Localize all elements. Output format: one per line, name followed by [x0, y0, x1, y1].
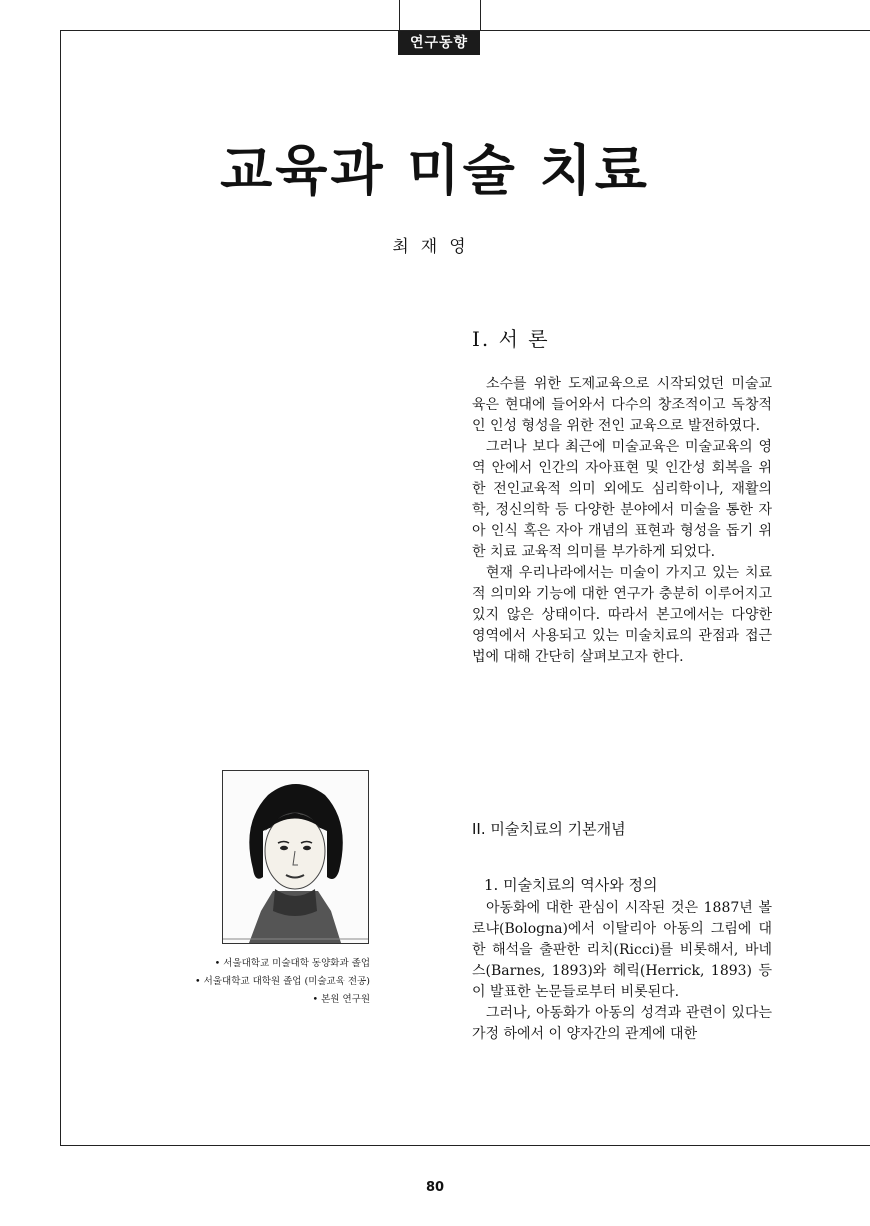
bio-line-3: • 본원 연구원 — [312, 994, 370, 1005]
heading-introduction: I. 서 론 — [472, 327, 550, 351]
intro-paragraph-3: 현재 우리나라에서는 미술이 가지고 있는 치료적 의미와 기능에 대한 연구가 충분히 이루어지고 있지 않은 상태이다. 따라서 본고에서는 다양한 영역에서 사용되고 있는 미술치료의 관점과 접근법에 대해 간단히 살펴보고자 한다. — [472, 565, 772, 665]
intro-text — [472, 374, 772, 668]
heading-basic-concept: II. 미술치료의 기본개념 — [472, 820, 626, 838]
bio-line-2: • 서울대학교 대학원 졸업 (미술교육 전공) — [195, 976, 370, 987]
history-text — [472, 898, 772, 1045]
page-number: 80 — [425, 1180, 445, 1195]
author-bio — [160, 955, 370, 1009]
article-title: 교육과 미술 치료 — [220, 139, 650, 202]
article-author: 최재영 — [392, 237, 478, 257]
section-tag: 연구동향 — [398, 31, 480, 55]
history-paragraph-1: 아동화에 대한 관심이 시작된 것은 1887년 볼로냐(Bologna)에서 이탈리아 아동의 그림에 대한 해석을 출판한 리치(Ricci)를 비롯해서, 바네스(Barnes, 1893)와 헤릭(Herrick, 1893) 등이 발표한 논문들로부터 비롯된다. — [472, 900, 772, 1000]
author-portrait — [222, 770, 369, 944]
portrait-illustration — [223, 771, 368, 943]
intro-paragraph-2: 그러나 보다 최근에 미술교육은 미술교육의 영역 안에서 인간의 자아표현 및 인간성 회복을 위한 전인교육적 의미 외에도 심리학이나, 재활의학, 정신의학 등 다양한 분야에서 미술을 통한 자아 인식 혹은 자아 개념의 표현과 형성을 돕기 위한 치료 교육적 의미를 부가하게 되었다. — [472, 439, 772, 560]
header-rule-left — [399, 0, 400, 30]
history-paragraph-2: 그러나, 아동화가 아동의 성격과 관련이 있다는 가정 하에서 이 양자간의 관계에 대한 — [472, 1005, 772, 1042]
bio-line-1: • 서울대학교 미술대학 동양화과 졸업 — [214, 958, 370, 969]
subheading-history: 1. 미술치료의 역사와 정의 — [484, 876, 658, 894]
frame-bottom-rule — [60, 1145, 870, 1146]
intro-paragraph-1: 소수를 위한 도제교육으로 시작되었던 미술교육은 현대에 들어와서 다수의 창조적이고 독창적인 인성 형성을 위한 전인 교육으로 발전하였다. — [472, 376, 772, 434]
header-rule-right — [480, 0, 481, 30]
